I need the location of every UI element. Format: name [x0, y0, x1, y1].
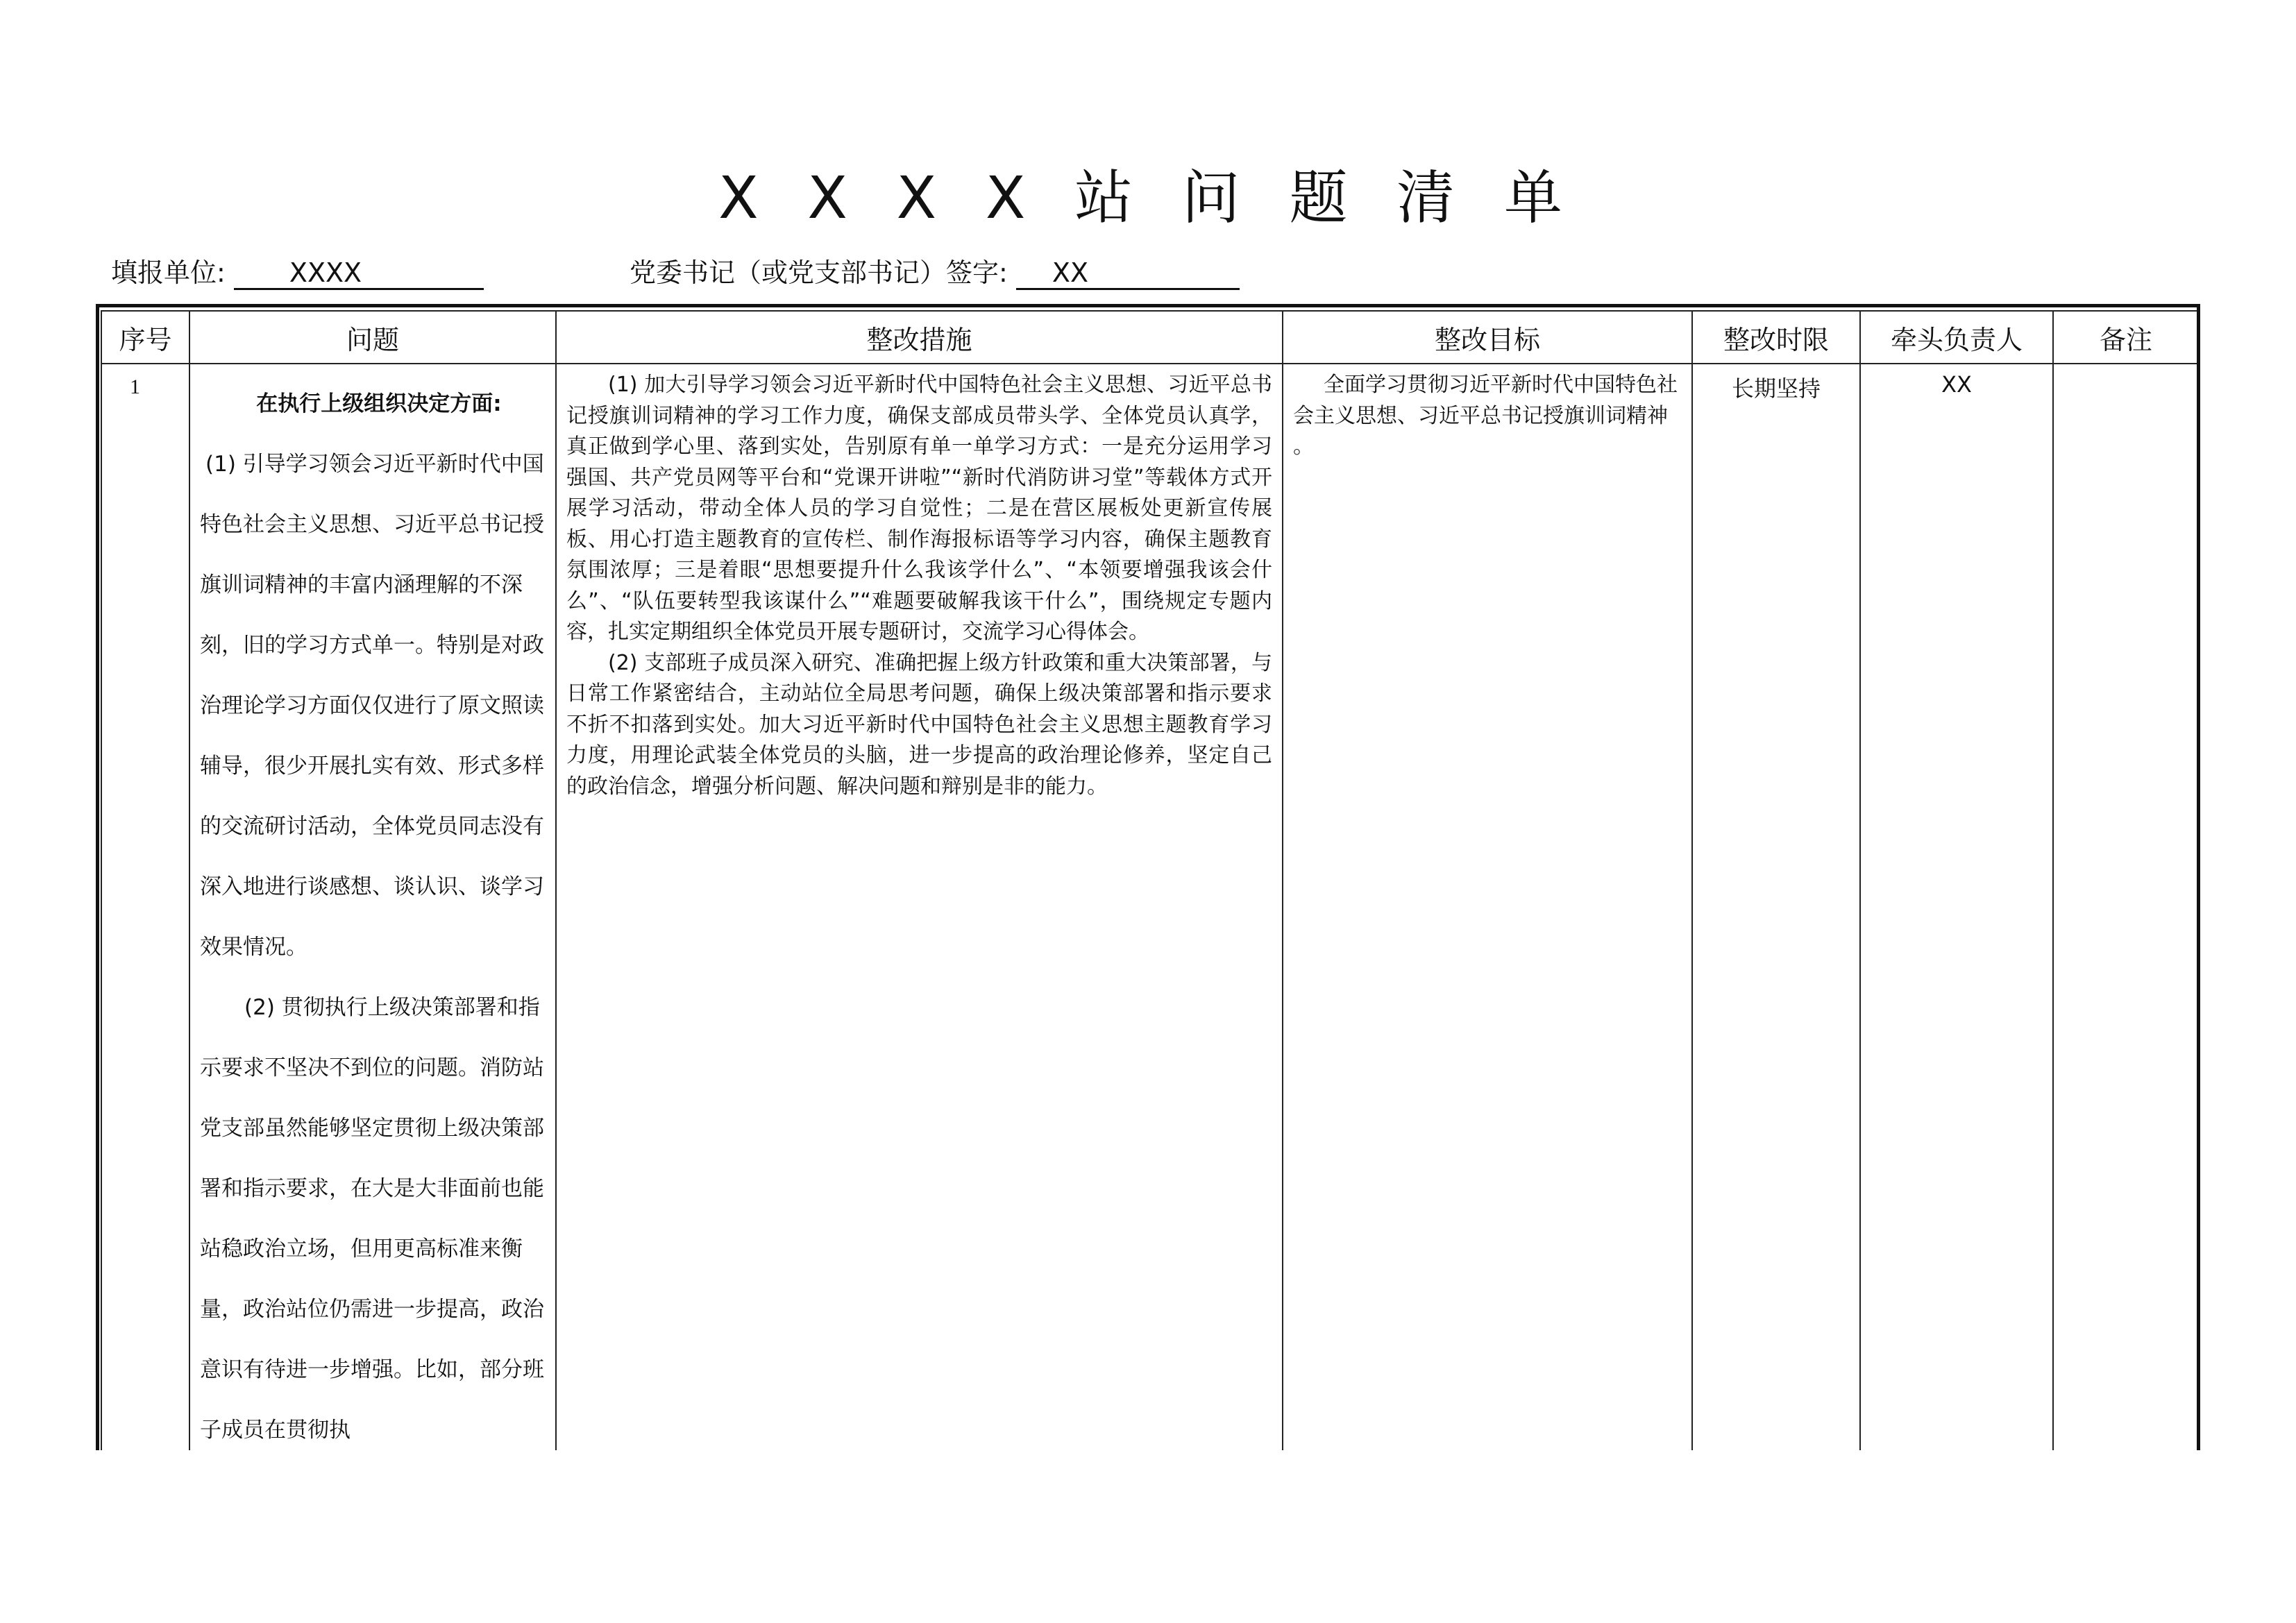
- col-header-remark: 备注: [2053, 311, 2199, 364]
- unit-value: XXXX: [234, 257, 484, 290]
- row-deadline: 长期坚持: [1692, 364, 1860, 1450]
- row-leader: XX: [1860, 364, 2053, 1450]
- problem-item-2: (2) 贯彻执行上级决策部署和指示要求不坚决不到位的问题。消防站党支部虽然能够坚定贯彻上级决策部署和指示要求，在大是大非面前也能站稳政治立场，但用更高标准来衡量，政治站位仍需进一步提高，政治意识有待进一步增强。比如，部分班子成员在贯彻执: [200, 995, 544, 1443]
- col-header-leader: 牵头负责人: [1860, 311, 2053, 364]
- unit-group: [111, 255, 484, 290]
- unit-label: 填报单位:: [111, 257, 226, 288]
- problem-item-1: (1) 引导学习领会习近平新时代中国特色社会主义思想、习近平总书记授旗训词精神的丰富内涵理解的不深刻，旧的学习方式单一。特别是对政治理论学习方面仅仅进行了原文照读辅导，很少开展扎实有效、形式多样的交流研讨活动，全体党员同志没有深入地进行谈感想、谈认识、谈学习效果情况。: [200, 452, 544, 960]
- measure-item-2: (2) 支部班子成员深入研究、准确把握上级方针政策和重大决策部署，与日常工作紧密结合，主动站位全局思考问题，确保上级决策部署和指示要求不折不扣落到实处。加大习近平新时代中国特色社会主义思想主题教育学习力度，用理论武装全体党员的头脑，进一步提高的政治理论修养，坚定自己的政治信念，增强分析问题、解决问题和辩别是非的能力。: [566, 650, 1272, 799]
- page-title: X X X X 站 问 题 清 单: [718, 164, 1578, 232]
- measure-item-1: (1) 加大引导学习领会习近平新时代中国特色社会主义思想、习近平总书记授旗训词精神的学习工作力度，确保支部成员带头学、全体党员认真学，真正做到学心里、落到实处，告别原有单一单学习方式：一是充分运用学习强国、共产党员网等平台和“党课开讲啦”“新时代消防讲习堂”等载体方式开展学习活动，带动全体人员的学习自觉性；二是在营区展板处更新宣传展板、用心打造主题教育的宣传栏、制作海报标语等学习内容，确保主题教育氛围浓厚；三是着眼“思想要提升什么我该学什么”、“本领要增强我该会什么”、“队伍要转型我该谋什么”“难题要破解我该干什么”，围绕规定专题内容，扎实定期组织全体党员开展专题研讨，交流学习心得体会。: [566, 373, 1272, 644]
- sign-label: 党委书记（或党支部书记）签字:: [630, 257, 1008, 288]
- row-seq: 1: [101, 364, 189, 1450]
- sign-value: XX: [1016, 257, 1240, 290]
- problem-heading: 在执行上级组织决定方面:: [256, 391, 502, 416]
- issue-table: [101, 310, 2200, 1450]
- col-header-measures: 整改措施: [556, 311, 1283, 364]
- sign-group: [630, 255, 1240, 290]
- row-problem: [189, 364, 556, 1450]
- row-measures: [556, 364, 1283, 1450]
- goal-text: 全面学习贯彻习近平新时代中国特色社会主义思想、习近平总书记授旗训词精神 。: [1293, 373, 1678, 459]
- col-header-seq: 序号: [101, 311, 189, 364]
- table-row: [101, 364, 2199, 1450]
- table-header-row: [101, 311, 2199, 364]
- issue-table-frame: [96, 304, 2200, 1450]
- row-goal: [1283, 364, 1692, 1450]
- col-header-goal: 整改目标: [1283, 311, 1692, 364]
- row-remark: [2053, 364, 2199, 1450]
- col-header-deadline: 整改时限: [1692, 311, 1860, 364]
- col-header-problem: 问题: [189, 311, 556, 364]
- header-info: [111, 255, 1240, 290]
